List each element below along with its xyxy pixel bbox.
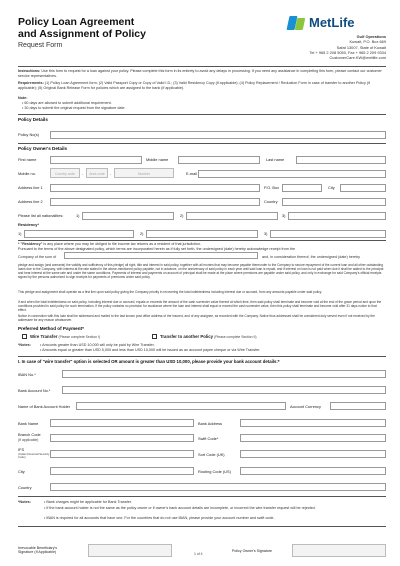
pursuant-text: Pursuant to the terms of the above designated policy, which terms are incorporated herein as if fully set forth, the undersigned (date) hereby acknowledge receipt from the (18, 247, 296, 251)
ifs-text: IFS (18, 447, 25, 452)
bank-account-label: Bank Account No.* (18, 388, 51, 393)
bank-account-field[interactable] (62, 386, 386, 394)
email-label: E-mail (186, 171, 198, 176)
divider (18, 143, 386, 144)
phone-fax: Tel + 965 2 208 5050, Fax + 965 2 209 9334 (309, 49, 386, 55)
nationality-2-label: 2) (180, 213, 184, 218)
swift-label: Swift Code* (198, 436, 219, 441)
residency-note-text: is any place where you may be obliged to file income tax returns as a resident of that jurisdiction. (42, 242, 202, 246)
nationalities-label: Please list all nationalities: (18, 213, 64, 218)
nationality-3-field[interactable] (288, 212, 386, 220)
logo-mark-icon (286, 14, 306, 32)
wire-transfer-option (30, 334, 100, 340)
consideration-text: and, in consideration thereof, the undersigned (date) hereby (262, 255, 360, 259)
instructions-text: Use this form to request for a loan against your policy. Please complete this form in its entirety to avoid any delays in processing. If you need any assistance in completing this form, please contact our customer service representatives. (18, 69, 382, 78)
residency-label: Residency* (18, 222, 39, 227)
bank-note-text: If the bank account holder is not the same as the policy owner or if owner's bank account details are incomplete, or incorrect the wire transfer request will be rejected. (46, 506, 316, 510)
bank-city-field[interactable] (50, 467, 194, 475)
metlife-logo (286, 14, 355, 32)
bank-note-text: Bank charges might be applicable for Bank Transfer. (46, 500, 132, 504)
wire-transfer-checkbox[interactable] (22, 334, 27, 339)
wire-transfer-note: (Please complete Section I) (58, 335, 100, 339)
logo-text: MetLife (309, 14, 355, 30)
bank-country-field[interactable] (50, 483, 386, 491)
divider (18, 66, 386, 67)
number-field[interactable]: Number (114, 168, 174, 178)
owner-signature-field[interactable] (292, 544, 386, 557)
holder-label: Name of Bank Account Holder (18, 404, 71, 409)
branch-code-sub: (If applicable) (18, 437, 39, 442)
divider (18, 114, 386, 115)
requirements-text: (1) Policy Loan Agreement form; (2) Valid Passport Copy or Copy of Valid I.D.; (3) Valid Residency Copy (if applicable); (4) Policy Replacement / Reduction Form in case of transfer to another Policy (if applicable); (5) Original Bank Release Form for policies which are assigned to the bank (if applicable). (18, 81, 370, 90)
divider (18, 496, 386, 497)
ifs-field[interactable] (50, 450, 194, 458)
iban-label: IBAN No.* (18, 372, 36, 377)
sort-code-field[interactable] (240, 450, 386, 458)
instructions (18, 69, 386, 78)
address-line: Kuwait, P.O. Box 669 (349, 39, 386, 45)
wire-transfer-label: Wire Transfer (30, 334, 58, 339)
irrevocable-signature-label (18, 546, 57, 555)
irrevocable-signature-field[interactable] (88, 544, 172, 557)
residency-3-label: 3) (264, 231, 268, 236)
divider (18, 356, 386, 357)
page-number: 1 of 4 (194, 552, 203, 556)
first-name-label: First name (18, 157, 37, 162)
dash-separator: - (82, 171, 84, 176)
country-code-field[interactable]: Country code (50, 168, 80, 178)
middle-name-label: Middle name (146, 157, 169, 162)
title-line-2: and Assignment of Policy (18, 28, 146, 41)
note-item: • 60 days are allowed to submit additional requirement. (22, 101, 112, 105)
country-label: Country (264, 199, 278, 204)
ifs-label (18, 448, 50, 460)
middle-name-field[interactable] (178, 156, 260, 164)
sort-code-label: Sort Code (UK) (198, 452, 225, 457)
residency-2-label: 2) (140, 231, 144, 236)
instructions-label: Instructions: (18, 69, 41, 73)
city-field[interactable] (340, 184, 386, 192)
company-email: CustomerCare.KW@metlife.com (329, 55, 386, 61)
country-field[interactable] (282, 198, 386, 206)
transfer-policy-label: Transfer to another Policy (160, 334, 214, 339)
section-heading: Policy Details (18, 117, 48, 122)
title-line-1: Policy Loan Agreement (18, 16, 135, 28)
form-title (18, 16, 146, 40)
city-label: City (18, 469, 25, 474)
city-label: City (328, 185, 335, 190)
ifs-sub: (Indian Financial Security Code) (18, 451, 50, 460)
payment-note: • Amounts equal or greater than USD 5,000 and less than USD 10,000 will be issued as an account payee cheque or via Wire Transfer. (40, 348, 261, 352)
bank-address-label: Bank Address (198, 421, 223, 426)
residency-1-field[interactable] (24, 230, 134, 238)
address2-label: Address line 2 (18, 199, 43, 204)
note-text: 30 days to submit the original request from the signature date (24, 106, 125, 110)
transfer-policy-checkbox[interactable] (152, 334, 157, 339)
transfer-policy-option (160, 334, 257, 340)
loan-amount-field[interactable] (64, 252, 258, 259)
nationality-1-field[interactable] (82, 212, 174, 220)
currency-label: Account Currency (290, 404, 321, 409)
currency-field[interactable] (330, 402, 386, 410)
bank-note: • If the bank account holder is not the same as the policy owner or if owner's bank account details are incomplete, or incorrect the wire transfer request will be rejected. (44, 506, 316, 510)
requirements (18, 81, 386, 90)
note-label: Note: (18, 96, 28, 100)
section-heading: Policy Owner's Details (18, 146, 68, 151)
nationality-3-label: 3) (282, 213, 286, 218)
note-text: 60 days are allowed to submit additional requirement. (24, 101, 112, 105)
last-name-field[interactable] (296, 156, 386, 164)
routing-field[interactable] (240, 467, 386, 475)
swift-field[interactable] (240, 434, 386, 442)
area-code-field[interactable]: Area code (86, 168, 108, 178)
residency-note-label: * "Residency" (18, 242, 43, 246)
transfer-policy-note: (Please complete Section II) (214, 335, 257, 339)
payment-note-text: Amounts greater than USD 10,000 will only be paid by Wire Transfer. (42, 343, 155, 347)
payment-note: • Amounts greater than USD 10,000 will only be paid by Wire Transfer. (40, 343, 155, 347)
mobile-label: Mobile no. (18, 171, 36, 176)
dash-separator: - (110, 171, 112, 176)
section-1-heading: I. In case of "wire transfer" option is selected OR amount is greater than USD 10,000, please provide your bank account details:* (18, 359, 280, 364)
legal-paragraph: pledge and assign (and warrants) the validity and sufficiency of this pledge) all right, title and interest in said policy, together with all monies that may become payable thereunder to the Company to secure repayment of the current loan and all other outstanding loans due to the Company, with interest at the rate stated in the above-mentioned policy payable, not in advance, on the anniversary of said policy in each year until said loan is repaid, and if interest on loan is not paid when due it shall be added to the principal and bear interest at the same rate and under the same conditions. Payments of interest and payments on account of principal shall be made at the place where premiums are payable under said policy, and only in exchange for said Company's official receipts signed by the persons authorized to sign receipts for payments of premiums under said policy. (18, 263, 384, 280)
bank-name-field[interactable] (50, 419, 194, 427)
legal-paragraph: Notice in connection with this loan shall be addressed and mailed to the last known post office address of the insured, and of any assignee, as recorded with the Company. Notice thus addressed shall be considered duly served even if not received by the addressee for any reason whatsoever. (18, 314, 375, 323)
irrevocable-line1: Irrevocable Beneficiary's (18, 546, 58, 550)
branch-code-field[interactable] (50, 434, 194, 442)
address1-field[interactable] (50, 184, 260, 192)
payment-note-text: Amounts equal or greater than USD 5,000 and less than USD 10,000 will be issued as an account payee cheque or via Wire Transfer. (42, 348, 261, 352)
nationality-1-label: 1) (76, 213, 80, 218)
policy-no-field[interactable] (50, 131, 386, 139)
residency-2-field[interactable] (146, 230, 258, 238)
address-line: Safat 13007, State of Kuwait (336, 44, 386, 50)
bank-notes-label: *Notes: (18, 500, 31, 504)
address2-field[interactable] (50, 198, 260, 206)
legal-paragraph: This pledge and assignment shall operate as a first lien upon said policy giving the Company priority in recovering the total indebtedness including interest due or accrued, from any amounts payable under said policy. (18, 290, 322, 294)
irrevocable-line2: Signature (If Applicable) (18, 550, 57, 555)
policy-no-label: Policy No(s) (18, 132, 39, 137)
company-name: Gulf Operations (356, 34, 386, 39)
last-name-label: Last name (266, 157, 285, 162)
note-item: • 30 days to submit the original request from the signature date (22, 106, 125, 110)
holder-field[interactable] (76, 402, 286, 410)
branch-code-label (18, 433, 41, 442)
requirements-label: Requirements: (18, 81, 44, 85)
form-subtitle: Request Form (18, 42, 63, 49)
email-field[interactable] (198, 170, 386, 178)
bank-note-text: IBAN is required for all accounts that have one. For the countries that do not use IBAN, please provide your account number and swift code. (46, 516, 275, 520)
first-name-field[interactable] (50, 156, 142, 164)
owner-signature-label: Policy Owner's Signature (232, 549, 273, 553)
country-label: Country (18, 485, 32, 490)
po-box-label: P.O. Box (264, 185, 280, 190)
payment-heading: Preferred Method of Payment* (18, 326, 84, 331)
legal-paragraph: If and when the total indebtedness on said policy, including interest due or accrued, equals or exceeds the amount of the cash surrender value thereof at which time, then said policy shall terminate and become void at the end of the grace period and upon the conditions provided in said policy for such termination. If the policy contains no provision for avoidance where the loan and interest shall equal or exceed the cash surrender value, then this policy shall terminate and become void after 31 days notice to that effect. (18, 300, 382, 313)
residency-3-field[interactable] (270, 230, 386, 238)
po-box-field[interactable] (282, 184, 322, 192)
nationality-2-field[interactable] (186, 212, 278, 220)
branch-code-text: Branch Code (18, 432, 41, 437)
routing-label: Routing Code (US) (198, 469, 231, 474)
residency-1-label: 1) (18, 231, 22, 236)
bank-note: • Bank charges might be applicable for Bank Transfer. (44, 500, 132, 504)
divider (18, 526, 386, 527)
company-address (266, 34, 386, 60)
address1-label: Address line 1 (18, 185, 43, 190)
company-of-sum-label: Company of the sum of (18, 255, 57, 259)
bank-address-field[interactable] (240, 419, 386, 427)
residency-note (18, 242, 386, 247)
bank-note: • IBAN is required for all accounts that have one. For the countries that do not use IBAN, please provide your account number and swift code. (44, 516, 275, 520)
bank-name-label: Bank Name (18, 421, 39, 426)
iban-field[interactable] (62, 370, 386, 378)
payment-notes-label: *Notes: (18, 343, 31, 347)
divider (18, 240, 386, 241)
